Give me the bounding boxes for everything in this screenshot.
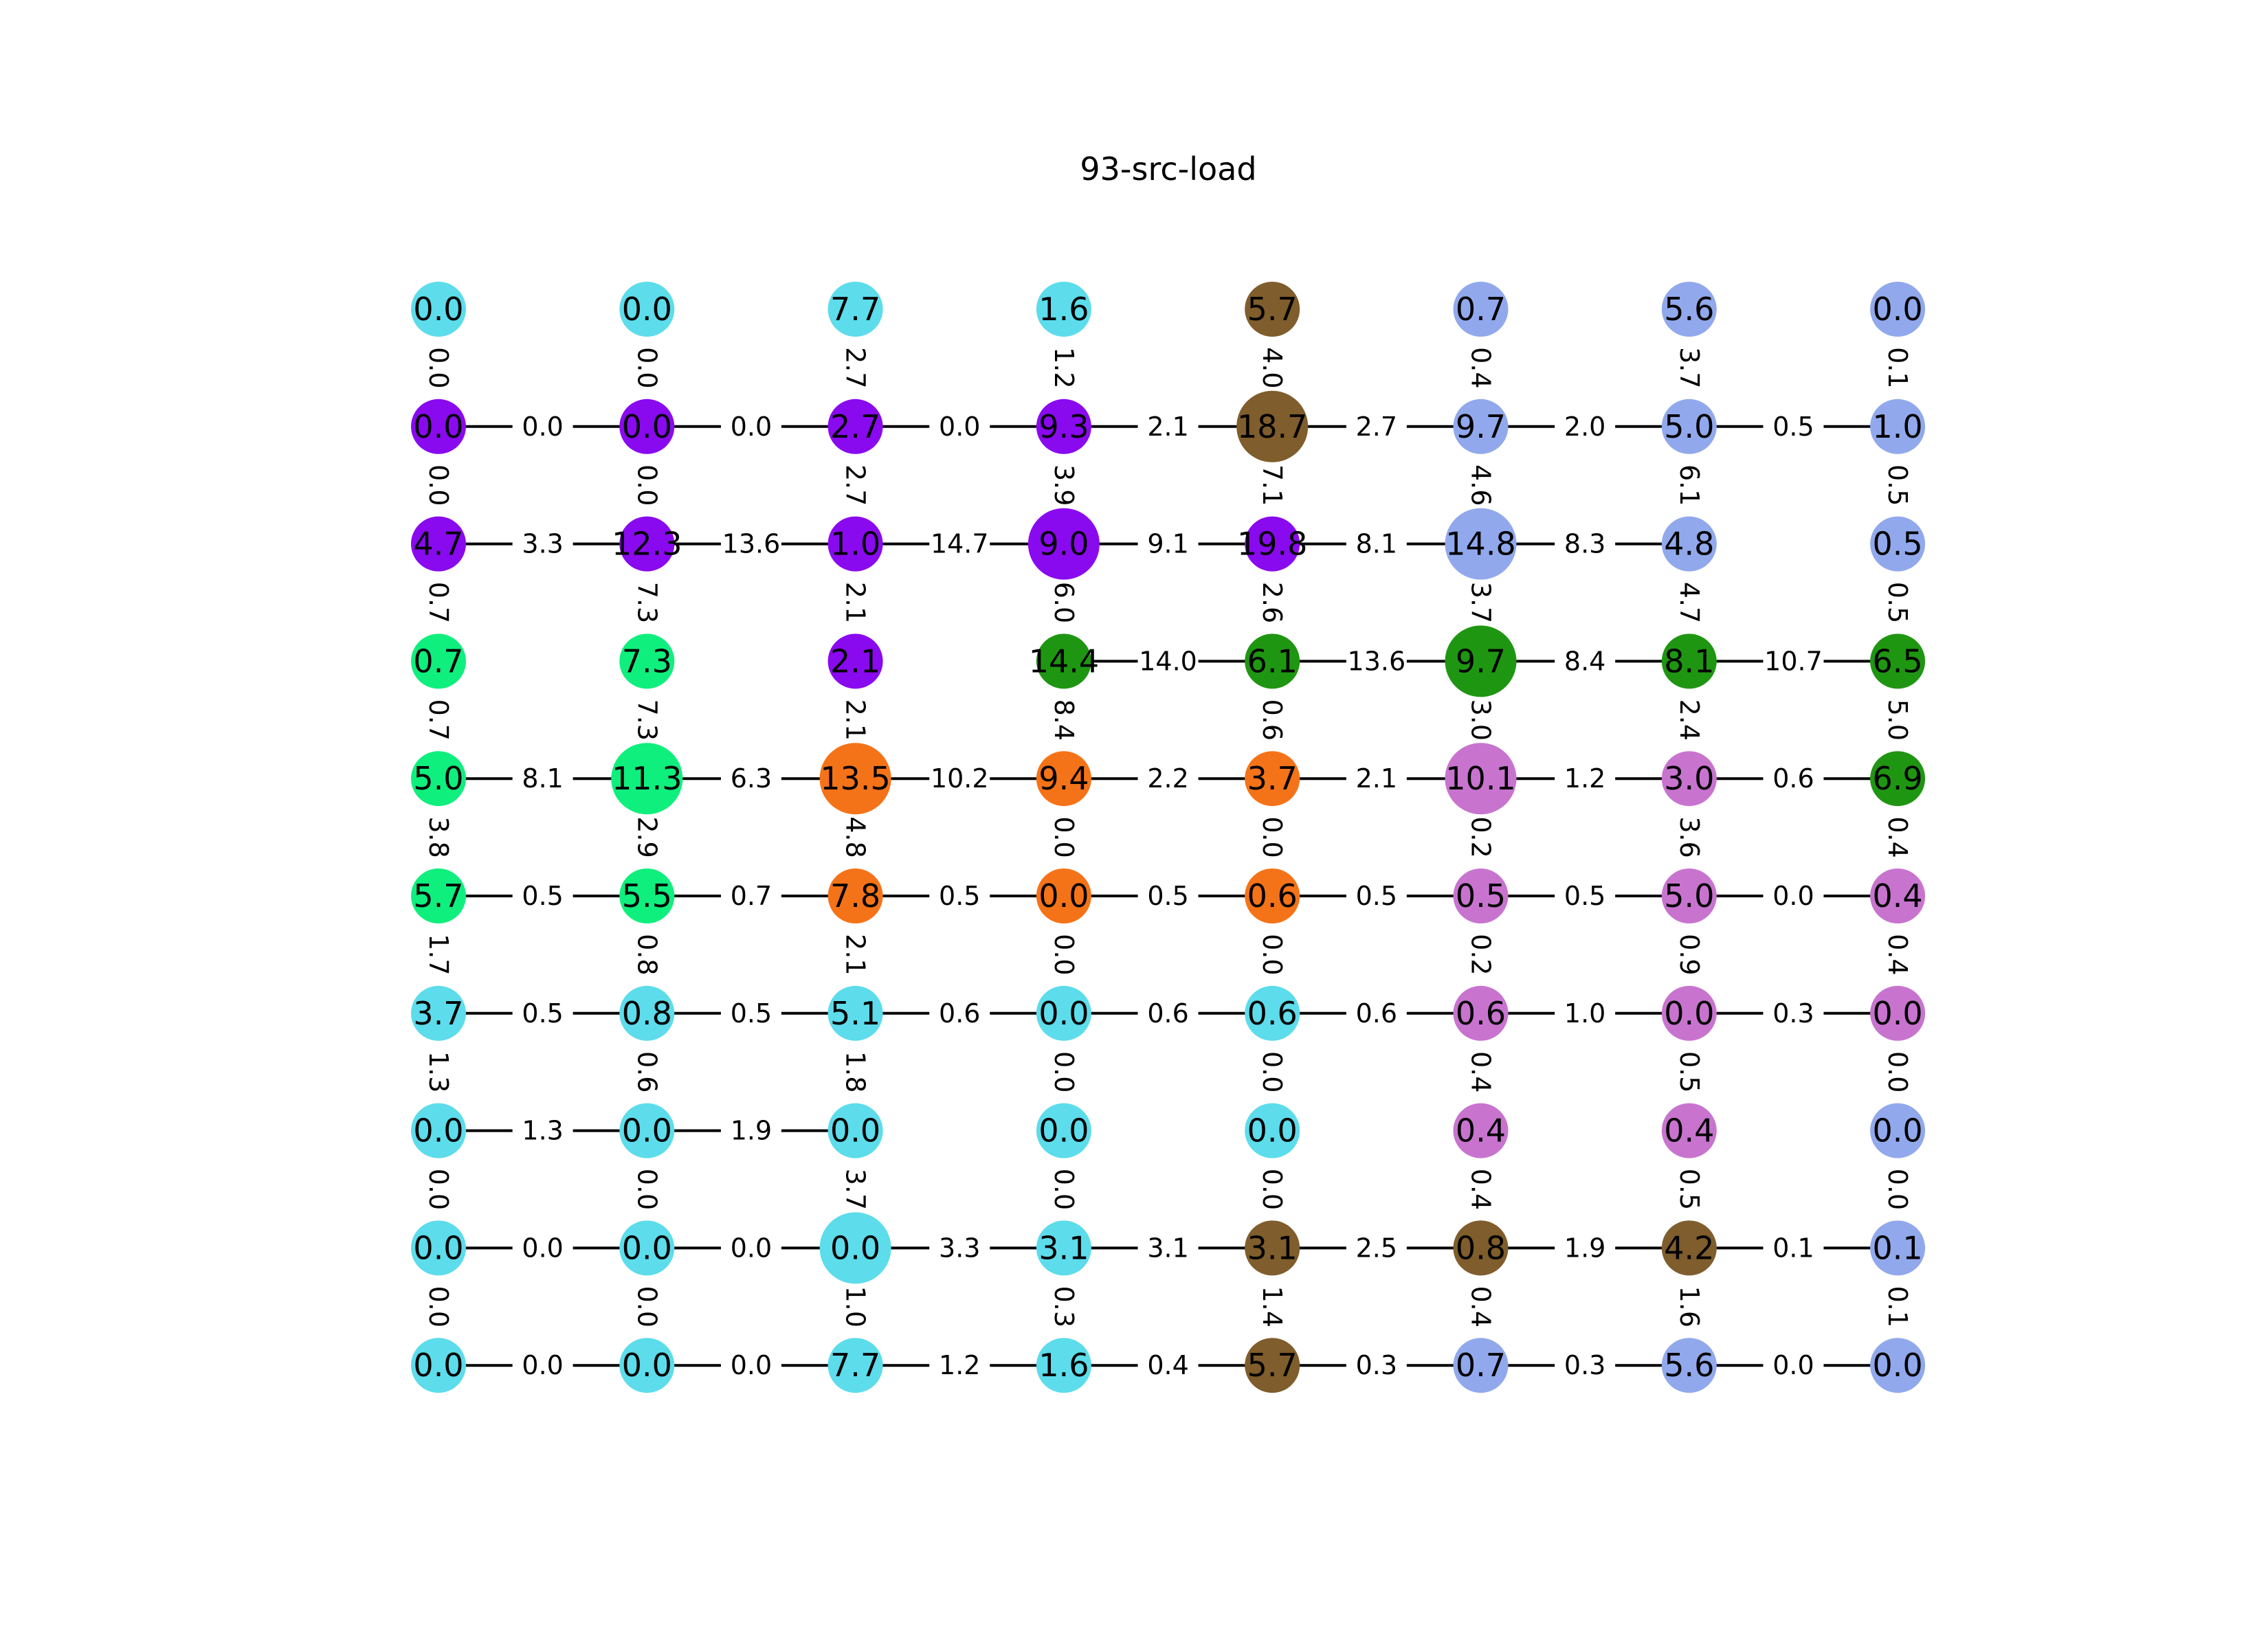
node-label-5-3: 0.0 <box>1038 877 1089 915</box>
node-label-3-3: 14.4 <box>1028 642 1100 680</box>
edge-label-v-0-2: 2.7 <box>840 347 871 389</box>
edge-label-h-4-1: 6.3 <box>730 763 772 794</box>
edge-label-v-6-4: 0.0 <box>1257 1051 1288 1093</box>
edge-label-v-8-6: 1.6 <box>1674 1286 1704 1328</box>
node-label-0-3: 1.6 <box>1038 291 1089 328</box>
edge-label-v-3-1: 7.3 <box>632 699 663 741</box>
edge-label-h-4-6: 0.6 <box>1772 763 1814 794</box>
edge-label-v-2-0: 0.7 <box>423 581 454 624</box>
node-label-8-1: 0.0 <box>621 1229 672 1267</box>
node-label-1-0: 0.0 <box>413 407 464 445</box>
node-label-1-4: 18.7 <box>1236 407 1308 445</box>
node-label-5-6: 5.0 <box>1664 877 1715 915</box>
edge-label-v-8-7: 0.1 <box>1882 1286 1913 1328</box>
node-label-2-5: 14.8 <box>1445 525 1516 563</box>
edge-label-v-4-3: 0.0 <box>1048 816 1079 858</box>
node-label-8-3: 3.1 <box>1038 1229 1089 1267</box>
edge-label-v-8-1: 0.0 <box>632 1286 663 1328</box>
node-label-1-3: 9.3 <box>1038 407 1089 445</box>
node-label-7-1: 0.0 <box>621 1112 672 1149</box>
node-label-7-2: 0.0 <box>830 1112 881 1149</box>
node-label-8-6: 4.2 <box>1664 1229 1715 1267</box>
node-label-4-1: 11.3 <box>612 760 682 798</box>
edge-label-h-7-0: 1.3 <box>522 1115 564 1146</box>
edge-label-v-0-3: 1.2 <box>1048 347 1079 389</box>
edge-label-h-6-4: 0.6 <box>1355 998 1398 1029</box>
edge-label-v-7-0: 0.0 <box>423 1168 454 1211</box>
node-label-5-2: 7.8 <box>830 877 881 915</box>
edge-label-h-6-3: 0.6 <box>1147 998 1189 1029</box>
edge-label-v-7-6: 0.5 <box>1674 1168 1704 1211</box>
node-label-9-0: 0.0 <box>413 1347 464 1384</box>
edge-label-v-6-3: 0.0 <box>1048 1051 1079 1093</box>
edge-label-v-2-3: 6.0 <box>1048 581 1079 624</box>
edge-label-h-4-3: 2.2 <box>1147 763 1189 794</box>
edge-label-h-8-4: 2.5 <box>1355 1233 1398 1264</box>
node-label-1-6: 5.0 <box>1664 407 1715 445</box>
edge-label-v-5-3: 0.0 <box>1048 934 1079 976</box>
edge-label-v-4-1: 2.9 <box>632 816 663 858</box>
node-label-8-2: 0.0 <box>830 1229 881 1267</box>
edge-label-h-9-0: 0.0 <box>522 1350 564 1381</box>
edge-label-h-3-5: 8.4 <box>1564 646 1606 677</box>
edge-label-v-3-4: 0.6 <box>1257 699 1288 741</box>
edge-label-v-0-0: 0.0 <box>423 347 454 389</box>
edge-label-v-4-0: 3.8 <box>423 816 454 858</box>
node-label-6-4: 0.6 <box>1247 994 1298 1032</box>
node-label-9-5: 0.7 <box>1455 1347 1507 1384</box>
edge-label-v-0-7: 0.1 <box>1882 347 1913 389</box>
edge-label-v-6-6: 0.5 <box>1674 1051 1704 1093</box>
edge-label-h-3-4: 13.6 <box>1347 646 1406 677</box>
edge-label-v-3-5: 3.0 <box>1465 699 1496 741</box>
edge-label-h-7-1: 1.9 <box>730 1115 772 1146</box>
edge-label-h-9-5: 0.3 <box>1564 1350 1606 1381</box>
edge-label-h-8-5: 1.9 <box>1564 1233 1606 1264</box>
node-label-9-7: 0.0 <box>1872 1347 1923 1384</box>
node-label-9-4: 5.7 <box>1247 1347 1298 1384</box>
node-label-6-0: 3.7 <box>413 994 464 1032</box>
edge-label-v-0-5: 0.4 <box>1465 347 1496 389</box>
edge-label-h-9-2: 1.2 <box>939 1350 981 1381</box>
edge-label-v-4-4: 0.0 <box>1257 816 1288 858</box>
edge-label-v-6-7: 0.0 <box>1882 1051 1913 1093</box>
node-label-8-5: 0.8 <box>1455 1229 1507 1267</box>
node-label-7-3: 0.0 <box>1038 1112 1089 1149</box>
edge-label-h-2-0: 3.3 <box>522 528 564 559</box>
edge-label-h-8-1: 0.0 <box>730 1233 772 1264</box>
edge-label-h-5-6: 0.0 <box>1772 881 1814 911</box>
node-label-5-7: 0.4 <box>1872 877 1923 915</box>
edge-label-v-1-2: 2.7 <box>840 464 871 506</box>
node-label-2-0: 4.7 <box>413 525 464 563</box>
edge-label-v-8-0: 0.0 <box>423 1286 454 1328</box>
edge-label-v-8-2: 1.0 <box>840 1286 871 1328</box>
edge-label-v-5-2: 2.1 <box>840 934 871 976</box>
edge-label-v-7-1: 0.0 <box>632 1168 663 1211</box>
edge-label-h-2-5: 8.3 <box>1564 528 1606 559</box>
edge-label-h-1-2: 0.0 <box>939 411 981 442</box>
node-label-3-6: 8.1 <box>1664 642 1715 680</box>
edge-label-v-8-5: 0.4 <box>1465 1286 1496 1328</box>
node-label-7-5: 0.4 <box>1455 1112 1507 1149</box>
node-label-7-4: 0.0 <box>1247 1112 1298 1149</box>
edge-label-v-3-0: 0.7 <box>423 699 454 741</box>
node-label-5-1: 5.5 <box>621 877 672 915</box>
node-label-2-3: 9.0 <box>1038 525 1089 563</box>
edge-label-h-5-1: 0.7 <box>730 881 772 911</box>
edge-label-v-4-6: 3.6 <box>1674 816 1704 858</box>
node-label-9-1: 0.0 <box>621 1347 672 1384</box>
edge-label-h-1-0: 0.0 <box>522 411 564 442</box>
edge-label-v-1-5: 4.6 <box>1465 464 1496 506</box>
node-label-7-7: 0.0 <box>1872 1112 1923 1149</box>
edge-label-v-1-7: 0.5 <box>1882 464 1913 506</box>
edge-label-h-2-2: 14.7 <box>930 528 989 559</box>
edge-label-v-1-1: 0.0 <box>632 464 663 506</box>
edge-label-v-5-5: 0.2 <box>1465 934 1496 976</box>
edge-label-h-4-4: 2.1 <box>1355 763 1398 794</box>
edge-label-h-4-0: 8.1 <box>522 763 564 794</box>
edge-label-v-2-4: 2.6 <box>1257 581 1288 624</box>
edge-label-h-8-6: 0.1 <box>1772 1233 1814 1264</box>
edge-label-h-2-4: 8.1 <box>1355 528 1398 559</box>
node-label-0-6: 5.6 <box>1664 291 1715 328</box>
edge-label-v-5-1: 0.8 <box>632 934 663 976</box>
edge-label-v-3-7: 5.0 <box>1882 699 1913 741</box>
node-label-6-2: 5.1 <box>830 994 881 1032</box>
node-label-0-7: 0.0 <box>1872 291 1923 328</box>
edge-label-v-5-7: 0.4 <box>1882 934 1913 976</box>
edge-label-v-2-6: 4.7 <box>1674 581 1704 624</box>
node-label-3-2: 2.1 <box>830 642 881 680</box>
edge-label-v-1-4: 7.1 <box>1257 464 1288 506</box>
edge-label-v-7-2: 3.7 <box>840 1168 871 1211</box>
node-label-0-0: 0.0 <box>413 291 464 328</box>
edge-label-h-8-0: 0.0 <box>522 1233 564 1264</box>
edge-label-v-3-3: 8.4 <box>1048 699 1079 741</box>
node-label-3-5: 9.7 <box>1455 642 1507 680</box>
edge-label-v-5-0: 1.7 <box>423 934 454 976</box>
edge-label-v-7-7: 0.0 <box>1882 1168 1913 1211</box>
edge-label-v-7-4: 0.0 <box>1257 1168 1288 1211</box>
edge-label-h-9-3: 0.4 <box>1147 1350 1189 1381</box>
edge-label-v-4-7: 0.4 <box>1882 816 1913 858</box>
node-label-0-5: 0.7 <box>1455 291 1507 328</box>
edge-label-h-5-5: 0.5 <box>1564 881 1606 911</box>
edge-label-v-7-3: 0.0 <box>1048 1168 1079 1211</box>
edge-label-v-0-1: 0.0 <box>632 347 663 389</box>
edge-label-v-1-6: 6.1 <box>1674 464 1704 506</box>
edge-label-v-6-2: 1.8 <box>840 1051 871 1093</box>
edge-label-v-7-5: 0.4 <box>1465 1168 1496 1211</box>
node-label-2-1: 12.3 <box>612 525 682 563</box>
edge-label-v-6-5: 0.4 <box>1465 1051 1496 1093</box>
node-label-4-5: 10.1 <box>1445 760 1516 798</box>
edge-label-h-9-6: 0.0 <box>1772 1350 1814 1381</box>
edge-label-h-5-4: 0.5 <box>1355 881 1398 911</box>
edge-label-v-8-4: 1.4 <box>1257 1286 1288 1328</box>
edge-label-v-8-3: 0.3 <box>1048 1286 1079 1328</box>
edge-label-v-6-0: 1.3 <box>423 1051 454 1093</box>
node-label-9-2: 7.7 <box>830 1347 881 1384</box>
edge-label-h-1-4: 2.7 <box>1355 411 1398 442</box>
edge-label-h-3-6: 10.7 <box>1764 646 1823 677</box>
edge-label-h-6-2: 0.6 <box>939 998 981 1029</box>
edge-label-v-6-1: 0.6 <box>632 1051 663 1093</box>
edge-label-h-5-0: 0.5 <box>522 881 564 911</box>
node-label-1-7: 1.0 <box>1872 407 1923 445</box>
edge-label-h-5-2: 0.5 <box>939 881 981 911</box>
edge-label-v-4-2: 4.8 <box>840 816 871 858</box>
node-label-3-1: 7.3 <box>621 642 672 680</box>
node-label-4-2: 13.5 <box>820 760 891 798</box>
edge-label-v-2-1: 7.3 <box>632 581 663 624</box>
node-label-3-4: 6.1 <box>1247 642 1298 680</box>
edge-label-h-4-2: 10.2 <box>930 763 989 794</box>
node-label-9-6: 5.6 <box>1664 1347 1715 1384</box>
node-label-1-2: 2.7 <box>830 407 881 445</box>
node-label-3-0: 0.7 <box>413 642 464 680</box>
edge-label-h-4-5: 1.2 <box>1564 763 1606 794</box>
edge-label-v-4-5: 0.2 <box>1465 816 1496 858</box>
node-label-4-0: 5.0 <box>413 760 464 798</box>
edge-label-v-2-2: 2.1 <box>840 581 871 624</box>
edge-label-v-5-6: 0.9 <box>1674 934 1704 976</box>
edge-label-h-6-6: 0.3 <box>1772 998 1814 1029</box>
node-label-9-3: 1.6 <box>1038 1347 1089 1384</box>
edge-label-h-9-1: 0.0 <box>730 1350 772 1381</box>
node-label-4-7: 6.9 <box>1872 760 1923 798</box>
edge-label-h-3-3: 14.0 <box>1139 646 1197 677</box>
edge-label-v-3-6: 2.4 <box>1674 699 1704 741</box>
edge-label-v-1-3: 3.9 <box>1048 464 1079 506</box>
node-label-8-4: 3.1 <box>1247 1229 1298 1267</box>
node-label-5-5: 0.5 <box>1455 877 1507 915</box>
edge-label-h-2-3: 9.1 <box>1147 528 1189 559</box>
edge-label-h-1-5: 2.0 <box>1564 411 1606 442</box>
node-label-6-6: 0.0 <box>1664 994 1715 1032</box>
edge-label-h-9-4: 0.3 <box>1355 1350 1398 1381</box>
node-label-4-6: 3.0 <box>1664 760 1715 798</box>
node-label-1-1: 0.0 <box>621 407 672 445</box>
edge-label-h-2-1: 13.6 <box>722 528 781 559</box>
node-label-8-7: 0.1 <box>1872 1229 1923 1267</box>
node-label-4-4: 3.7 <box>1247 760 1298 798</box>
edge-label-v-2-7: 0.5 <box>1882 581 1913 624</box>
node-label-7-6: 0.4 <box>1664 1112 1715 1149</box>
edge-label-h-5-3: 0.5 <box>1147 881 1189 911</box>
edge-label-h-6-1: 0.5 <box>730 998 772 1029</box>
edge-label-h-1-1: 0.0 <box>730 411 772 442</box>
edge-label-h-8-3: 3.1 <box>1147 1233 1189 1264</box>
edge-label-v-3-2: 2.1 <box>840 699 871 741</box>
edge-label-v-2-5: 3.7 <box>1465 581 1496 624</box>
node-label-0-2: 7.7 <box>830 291 881 328</box>
node-label-6-3: 0.0 <box>1038 994 1089 1032</box>
node-label-8-0: 0.0 <box>413 1229 464 1267</box>
node-label-0-1: 0.0 <box>621 291 672 328</box>
node-label-4-3: 9.4 <box>1038 760 1089 798</box>
node-label-2-7: 0.5 <box>1872 525 1923 563</box>
node-label-6-1: 0.8 <box>621 994 672 1032</box>
node-label-2-6: 4.8 <box>1664 525 1715 563</box>
edge-label-h-6-5: 1.0 <box>1564 998 1606 1029</box>
edge-label-h-1-6: 0.5 <box>1772 411 1814 442</box>
node-label-2-2: 1.0 <box>830 525 881 563</box>
diagram-title: 93-src-load <box>1080 150 1257 188</box>
edge-label-h-6-0: 0.5 <box>522 998 564 1029</box>
node-label-5-4: 0.6 <box>1247 877 1298 915</box>
edge-label-v-5-4: 0.0 <box>1257 934 1288 976</box>
node-label-6-7: 0.0 <box>1872 994 1923 1032</box>
edge-label-v-0-4: 4.0 <box>1257 347 1288 389</box>
node-label-1-5: 9.7 <box>1455 407 1507 445</box>
node-label-7-0: 0.0 <box>413 1112 464 1149</box>
node-label-6-5: 0.6 <box>1455 994 1507 1032</box>
edge-label-v-1-0: 0.0 <box>423 464 454 506</box>
node-label-3-7: 6.5 <box>1872 642 1923 680</box>
node-label-5-0: 5.7 <box>413 877 464 915</box>
node-label-0-4: 5.7 <box>1247 291 1298 328</box>
node-label-2-4: 19.8 <box>1236 525 1308 563</box>
edge-label-h-1-3: 2.1 <box>1147 411 1189 442</box>
edge-label-v-0-6: 3.7 <box>1674 347 1704 389</box>
edge-label-h-8-2: 3.3 <box>939 1233 981 1264</box>
